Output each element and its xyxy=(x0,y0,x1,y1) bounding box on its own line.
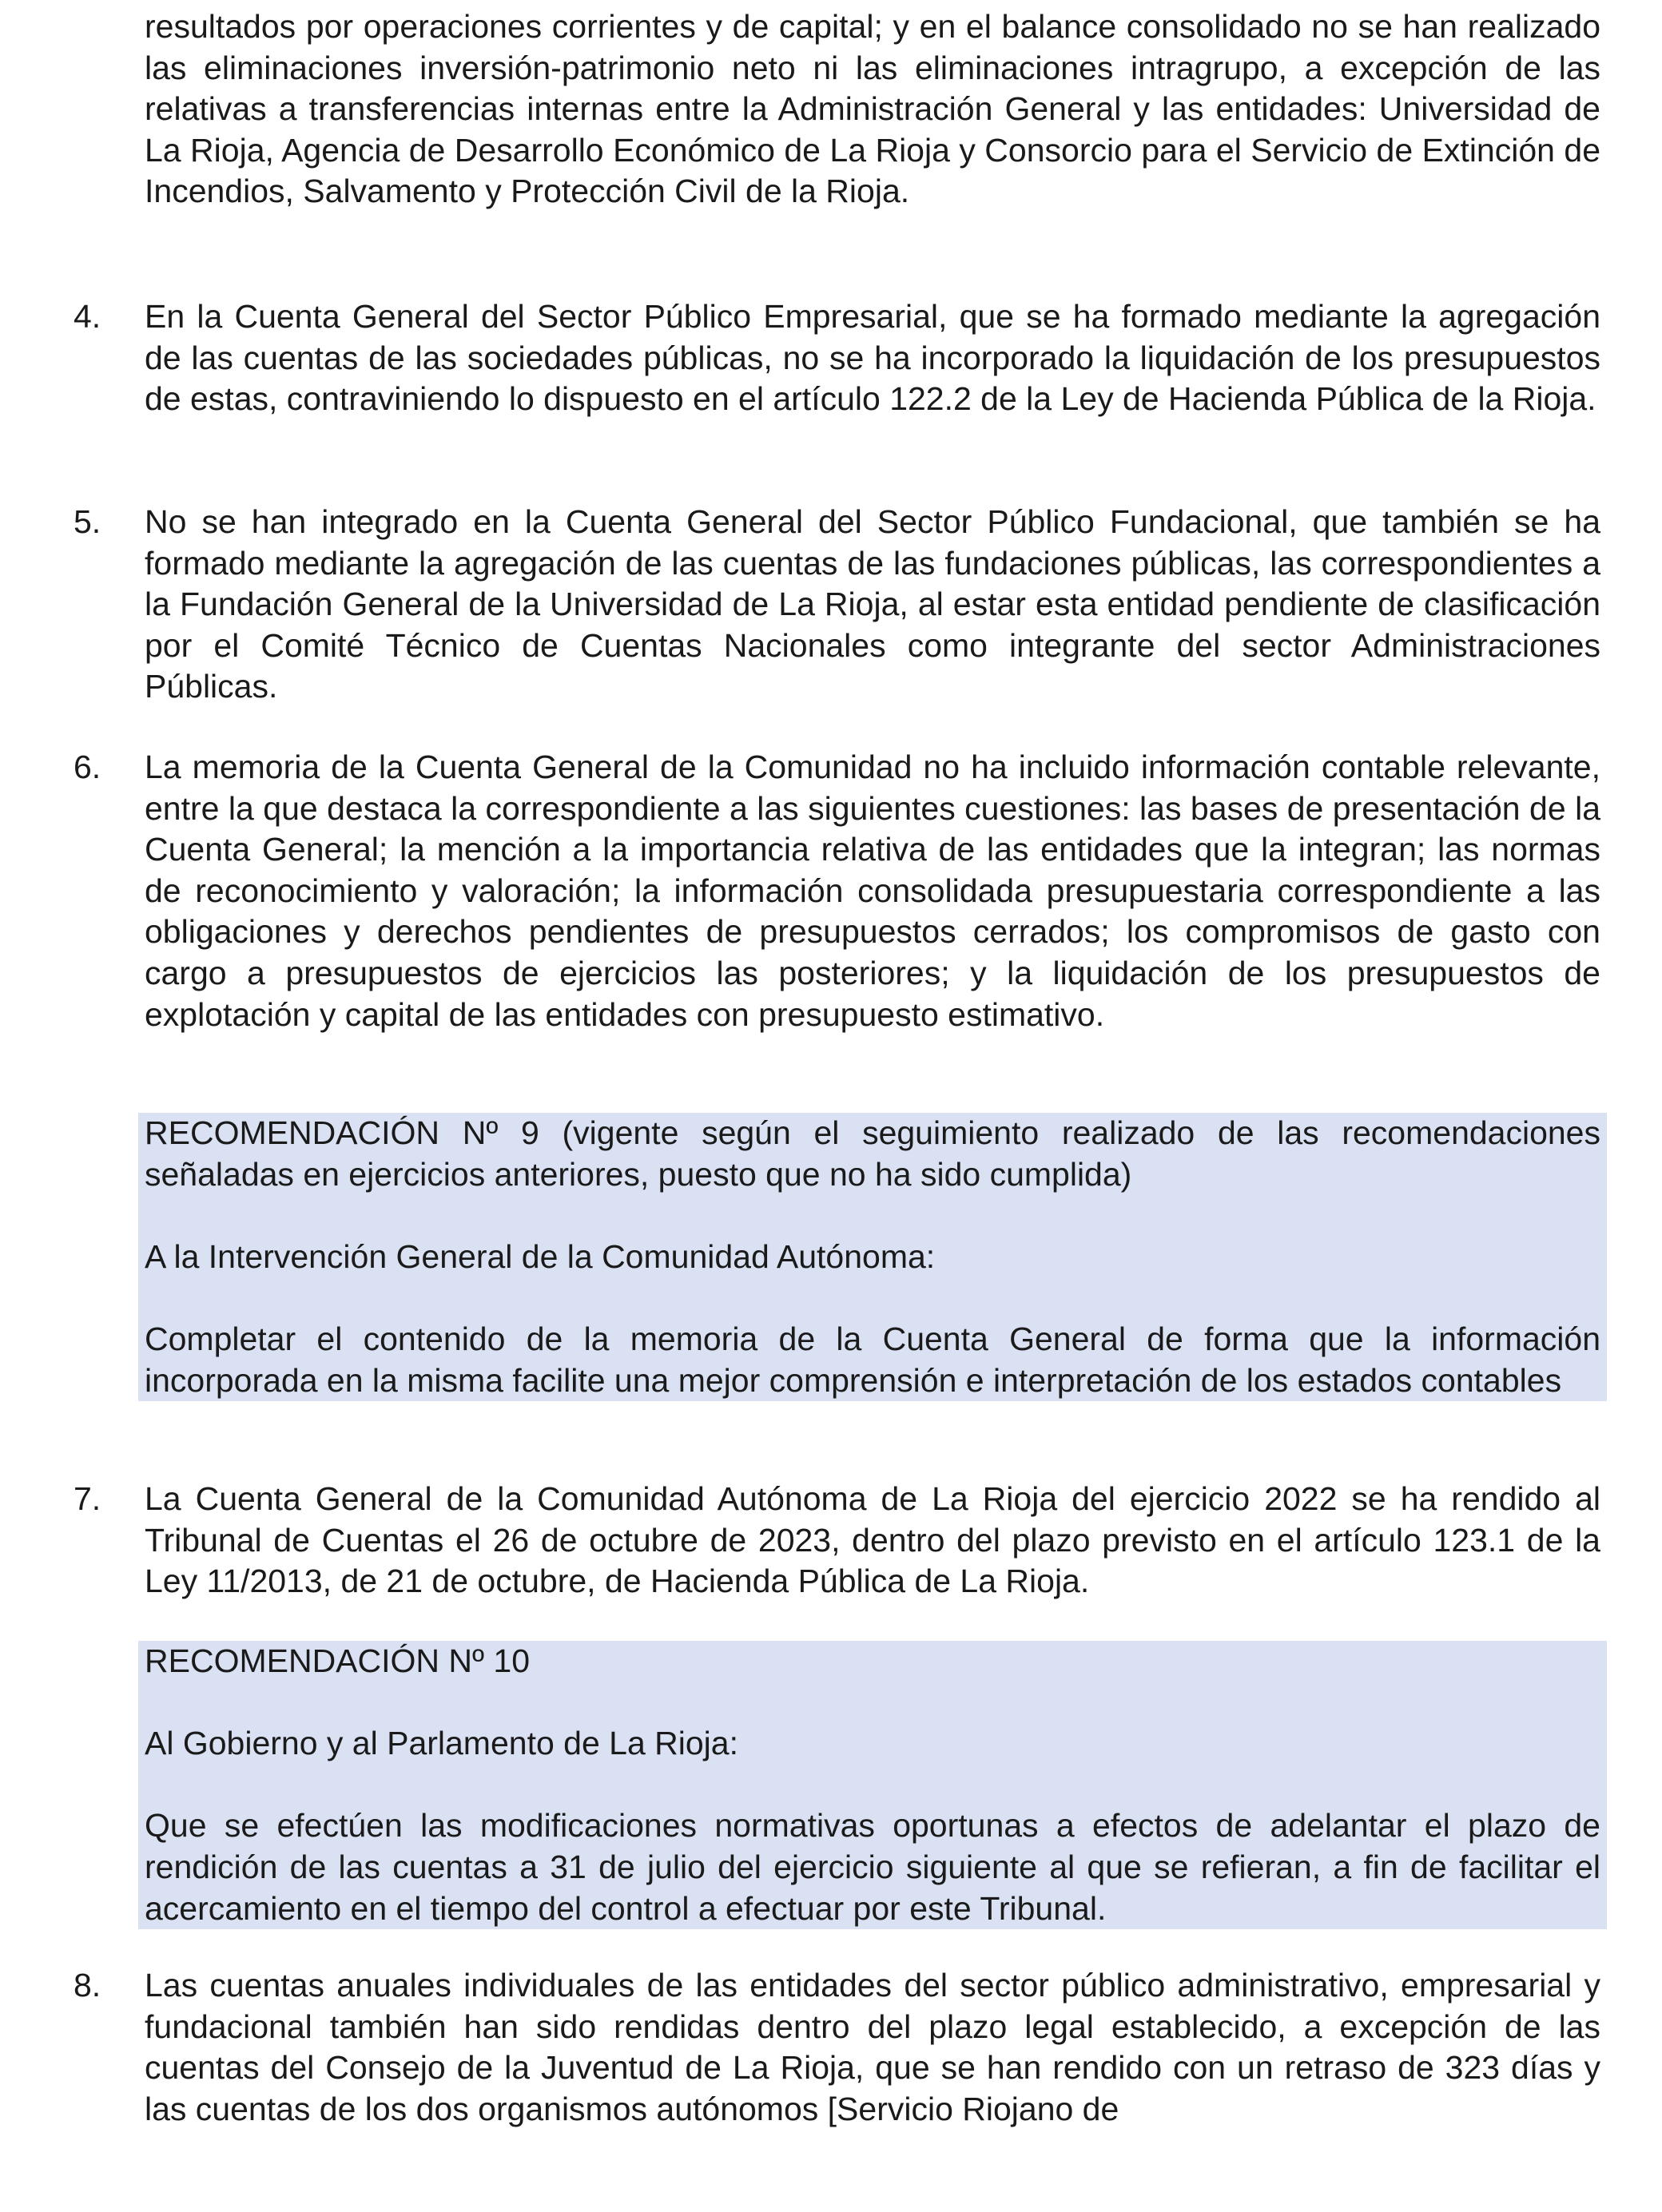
recommendation-addressee: Al Gobierno y al Parlamento de La Rioja: xyxy=(145,1725,738,1762)
recommendation-box xyxy=(138,1641,1607,1929)
item-text: En la Cuenta General del Sector Público Empresarial, que se ha formado mediante la agregación de las cuentas de las sociedades públicas, no se ha incorporado la liquidación de los presupuestos de estas, contraviniendo lo dispuesto en el artículo 122.2 de la Ley de Hacienda Pública de la Rioja. xyxy=(145,298,1600,418)
recommendation-heading: RECOMENDACIÓN Nº 10 xyxy=(145,1642,530,1679)
item-text: No se han integrado en la Cuenta General del Sector Público Fundacional, que también se ha formado mediante la agregación de las cuentas de las fundaciones públicas, las correspondientes a la Fundación General de la Universidad de La Rioja, al estar esta entidad pendiente de clasificación por el Comité Técnico de Cuentas Nacionales como integrante del sector Administraciones Públicas. xyxy=(145,503,1600,705)
recommendation-heading: RECOMENDACIÓN Nº 9 (vigente según el seguimiento realizado de las recomendaciones señaladas en ejercicios anteriores, puesto que no ha sido cumplida) xyxy=(145,1114,1600,1193)
item-text: Las cuentas anuales individuales de las entidades del sector público administrativo, empresarial y fundacional también han sido rendidas dentro del plazo legal establecido, a excepción de las cuentas del Consejo de la Juventud de La Rioja, que se han rendido con un retraso de 323 días y las cuentas de los dos organismos autónomos [Servicio Riojano de xyxy=(145,1967,1600,2127)
recommendation-addressee: A la Intervención General de la Comunidad Autónoma: xyxy=(145,1237,936,1275)
item-number: 4. xyxy=(74,298,101,335)
item-number: 5. xyxy=(74,503,101,540)
recommendation-body: Que se efectúen las modificaciones normativas oportunas a efectos de adelantar el plazo de rendición de las cuentas a 31 de julio del ejercicio siguiente al que se refieran, a fin de facilitar el acercamiento en el tiempo del control a efectuar por este Tribunal. xyxy=(145,1807,1600,1927)
item-number: 8. xyxy=(74,1967,101,2004)
item-text: La memoria de la Cuenta General de la Comunidad no ha incluido información contable relevante, entre la que destaca la correspondiente a las siguientes cuestiones: las bases de presentación de la Cuenta General; la mención a la importancia relativa de las entidades que la integran; las normas de reconocimiento y valoración; la información consolidada presupuestaria correspondiente a las obligaciones y derechos pendientes de presupuestos cerrados; los compromisos de gasto con cargo a presupuestos de ejercicios las posteriores; y la liquidación de los presupuestos de explotación y capital de las entidades con presupuesto estimativo. xyxy=(145,749,1600,1033)
continuation-paragraph: resultados por operaciones corrientes y de capital; y en el balance consolidado no se han realizado las eliminaciones inversión-patrimonio neto ni las eliminaciones intragrupo, a excepción de las relativas a transferencias internas entre la Administración General y las entidades: Universidad de La Rioja, Agencia de Desarrollo Económico de La Rioja y Consorcio para el Servicio de Extinción de Incendios, Salvamento y Protección Civil de la Rioja. xyxy=(145,8,1600,210)
recommendation-body: Completar el contenido de la memoria de la Cuenta General de forma que la información incorporada en la misma facilite una mejor comprensión e interpretación de los estados contables xyxy=(145,1320,1600,1399)
recommendation-box xyxy=(138,1113,1607,1401)
item-number: 7. xyxy=(74,1480,101,1517)
item-text: La Cuenta General de la Comunidad Autónoma de La Rioja del ejercicio 2022 se ha rendido al Tribunal de Cuentas el 26 de octubre de 2023, dentro del plazo previsto en el artículo 123.1 de la Ley 11/2013, de 21 de octubre, de Hacienda Pública de La Rioja. xyxy=(145,1480,1600,1600)
item-number: 6. xyxy=(74,749,101,785)
